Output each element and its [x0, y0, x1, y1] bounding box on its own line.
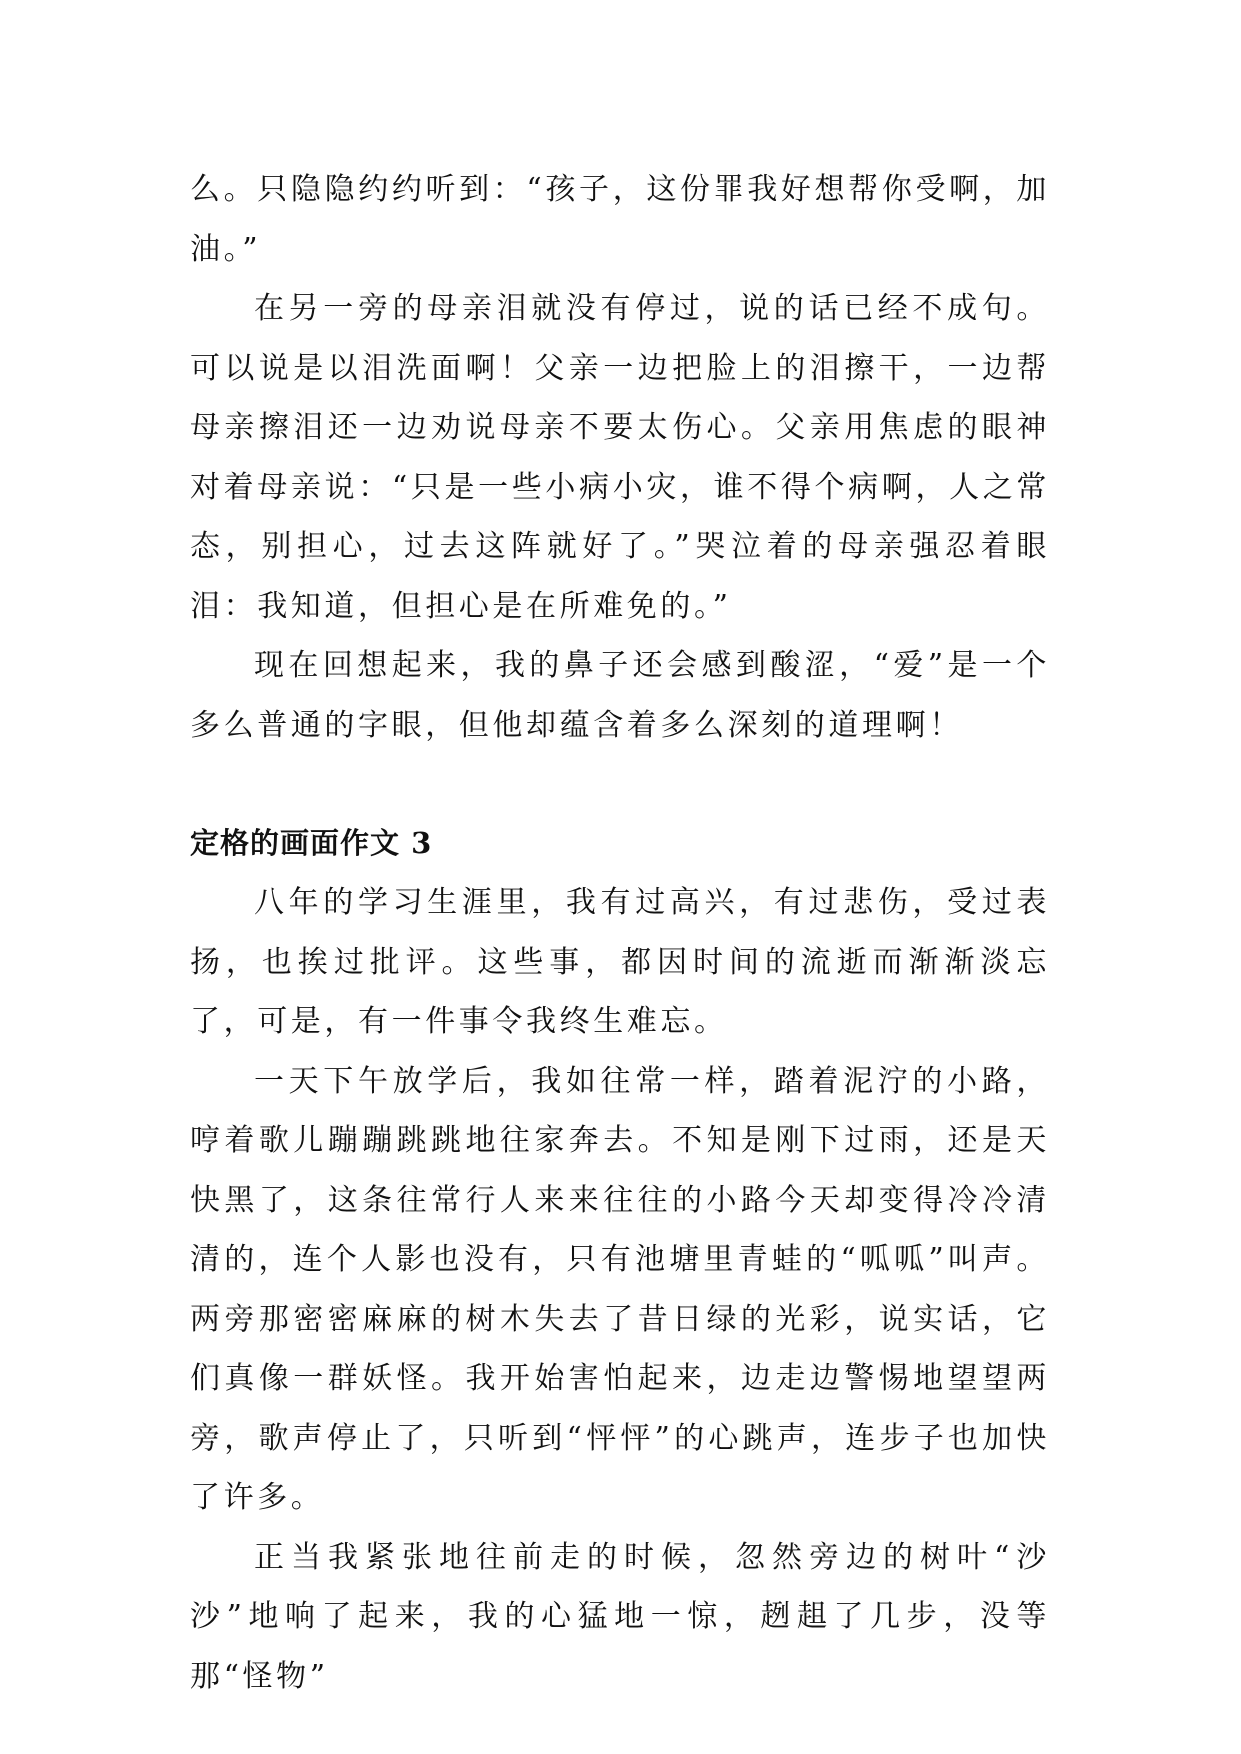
paragraph-study-years: 八年的学习生涯里，我有过高兴，有过悲伤，受过表扬，也挨过批评。这些事，都因时间的流逝而渐渐淡忘了，可是，有一件事令我终生难忘。 [190, 885, 1050, 1039]
paragraph-walk-home: 一天下午放学后，我如往常一样，踏着泥泞的小路，哼着歌儿蹦蹦跳跳地往家奔去。不知是刚下过雨，还是天快黑了，这条往常行人来来往往的小路今天却变得冷冷清清的，连个人影也没有，只有池塘里青蛙的“呱呱”叫声。两旁那密密麻麻的树木失去了昔日绿的光彩，说实话，它们真像一群妖怪。我开始害怕起来，边走边警惕地望望两旁，歌声停止了，只听到“怦怦”的心跳声，连步子也加快了许多。 [190, 1063, 1050, 1515]
paragraph-continuation: 么。只隐隐约约听到：“孩子，这份罪我好想帮你受啊，加油。” [190, 172, 1050, 267]
paragraph-rustling-leaves: 正当我紧张地往前走的时候，忽然旁边的树叶“沙沙”地响了起来，我的心猛地一惊，趔趄了几步，没等那“怪物” [190, 1539, 1050, 1694]
paragraph-mother-tears: 在另一旁的母亲泪就没有停过，说的话已经不成句。可以说是以泪洗面啊！父亲一边把脸上的泪擦干，一边帮母亲擦泪还一边劝说母亲不要太伤心。父亲用焦虑的眼神对着母亲说：“只是一些小病小灾，谁不得个病啊，人之常态，别担心，过去这阵就好了。”哭泣着的母亲强忍着眼泪：我知道，但担心是在所难免的。” [190, 291, 1050, 624]
paragraph-reflection: 现在回想起来，我的鼻子还会感到酸涩，“爱”是一个多么普通的字眼，但他却蕴含着多么深刻的道理啊！ [190, 648, 1050, 743]
section-title: 定格的画面作文 3 [190, 826, 433, 860]
document-page [190, 160, 1050, 1706]
